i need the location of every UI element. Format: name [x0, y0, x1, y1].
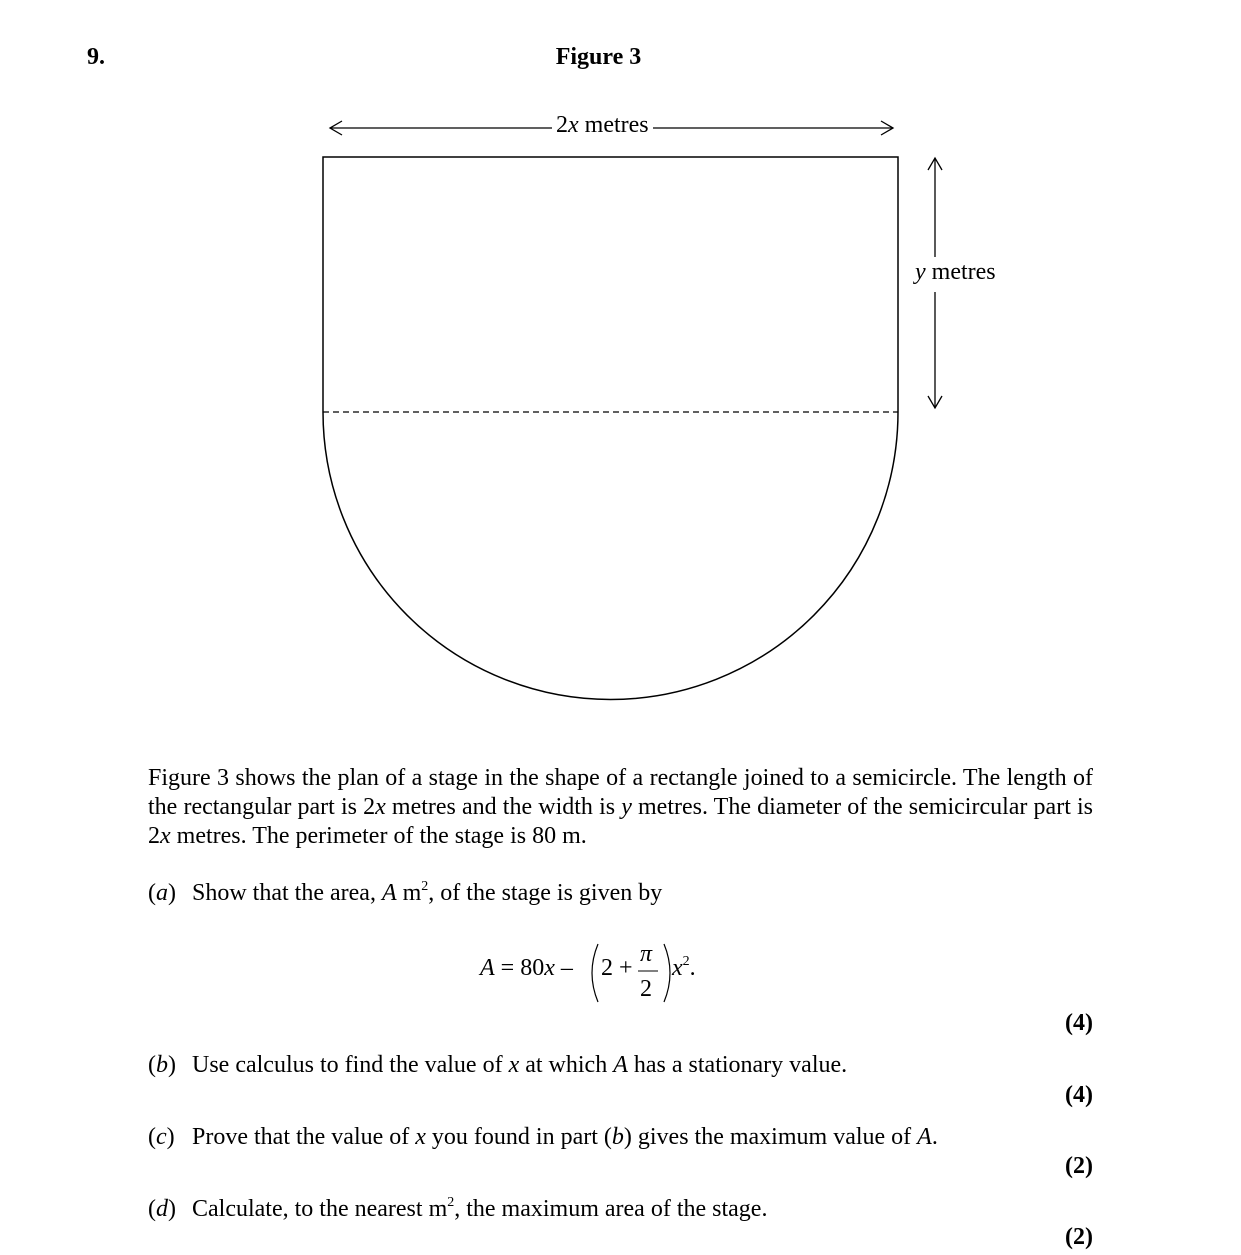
width-label: 2x metres [552, 112, 653, 139]
semicircle-outline [323, 412, 898, 700]
marks-part-c: (2) [1065, 1153, 1093, 1179]
formula-denominator: 2 [640, 976, 652, 1002]
part-d: (d) Calculate, to the nearest $m^2$, the maximum area of the stage. [148, 1195, 768, 1222]
formula-two-plus: 2 + [601, 955, 633, 981]
marks-part-b: (4) [1065, 1082, 1093, 1108]
height-label: y metres [913, 257, 996, 292]
area-formula: A = 80x – 2 + π 2 $x^2$. [480, 940, 720, 1006]
part-b: (b) Use calculus to find the value of x at which A has a stationary value. [148, 1052, 848, 1078]
part-c: (c) Prove that the value of x you found in part (b) gives the maximum value of A. [148, 1124, 938, 1150]
marks-part-d: (2) [1065, 1224, 1093, 1250]
marks-part-a: (4) [1065, 1010, 1093, 1036]
part-a: (a) Show that the area, A $m^2$, of the stage is given by [148, 879, 663, 906]
formula-pi: π [640, 941, 653, 967]
figure-title: Figure 3 [555, 44, 642, 70]
rectangle-outline [323, 157, 898, 412]
question-intro: Figure 3 shows the plan of a stage in the shape of a rectangle joined to a semicircle. The length of the rectangular part is 2x metres and the width is y metres. The diameter of the semicircular part is 2x metres. The perimeter of the stage is 80 m. [148, 765, 1094, 849]
question-number: 9. [87, 44, 105, 70]
